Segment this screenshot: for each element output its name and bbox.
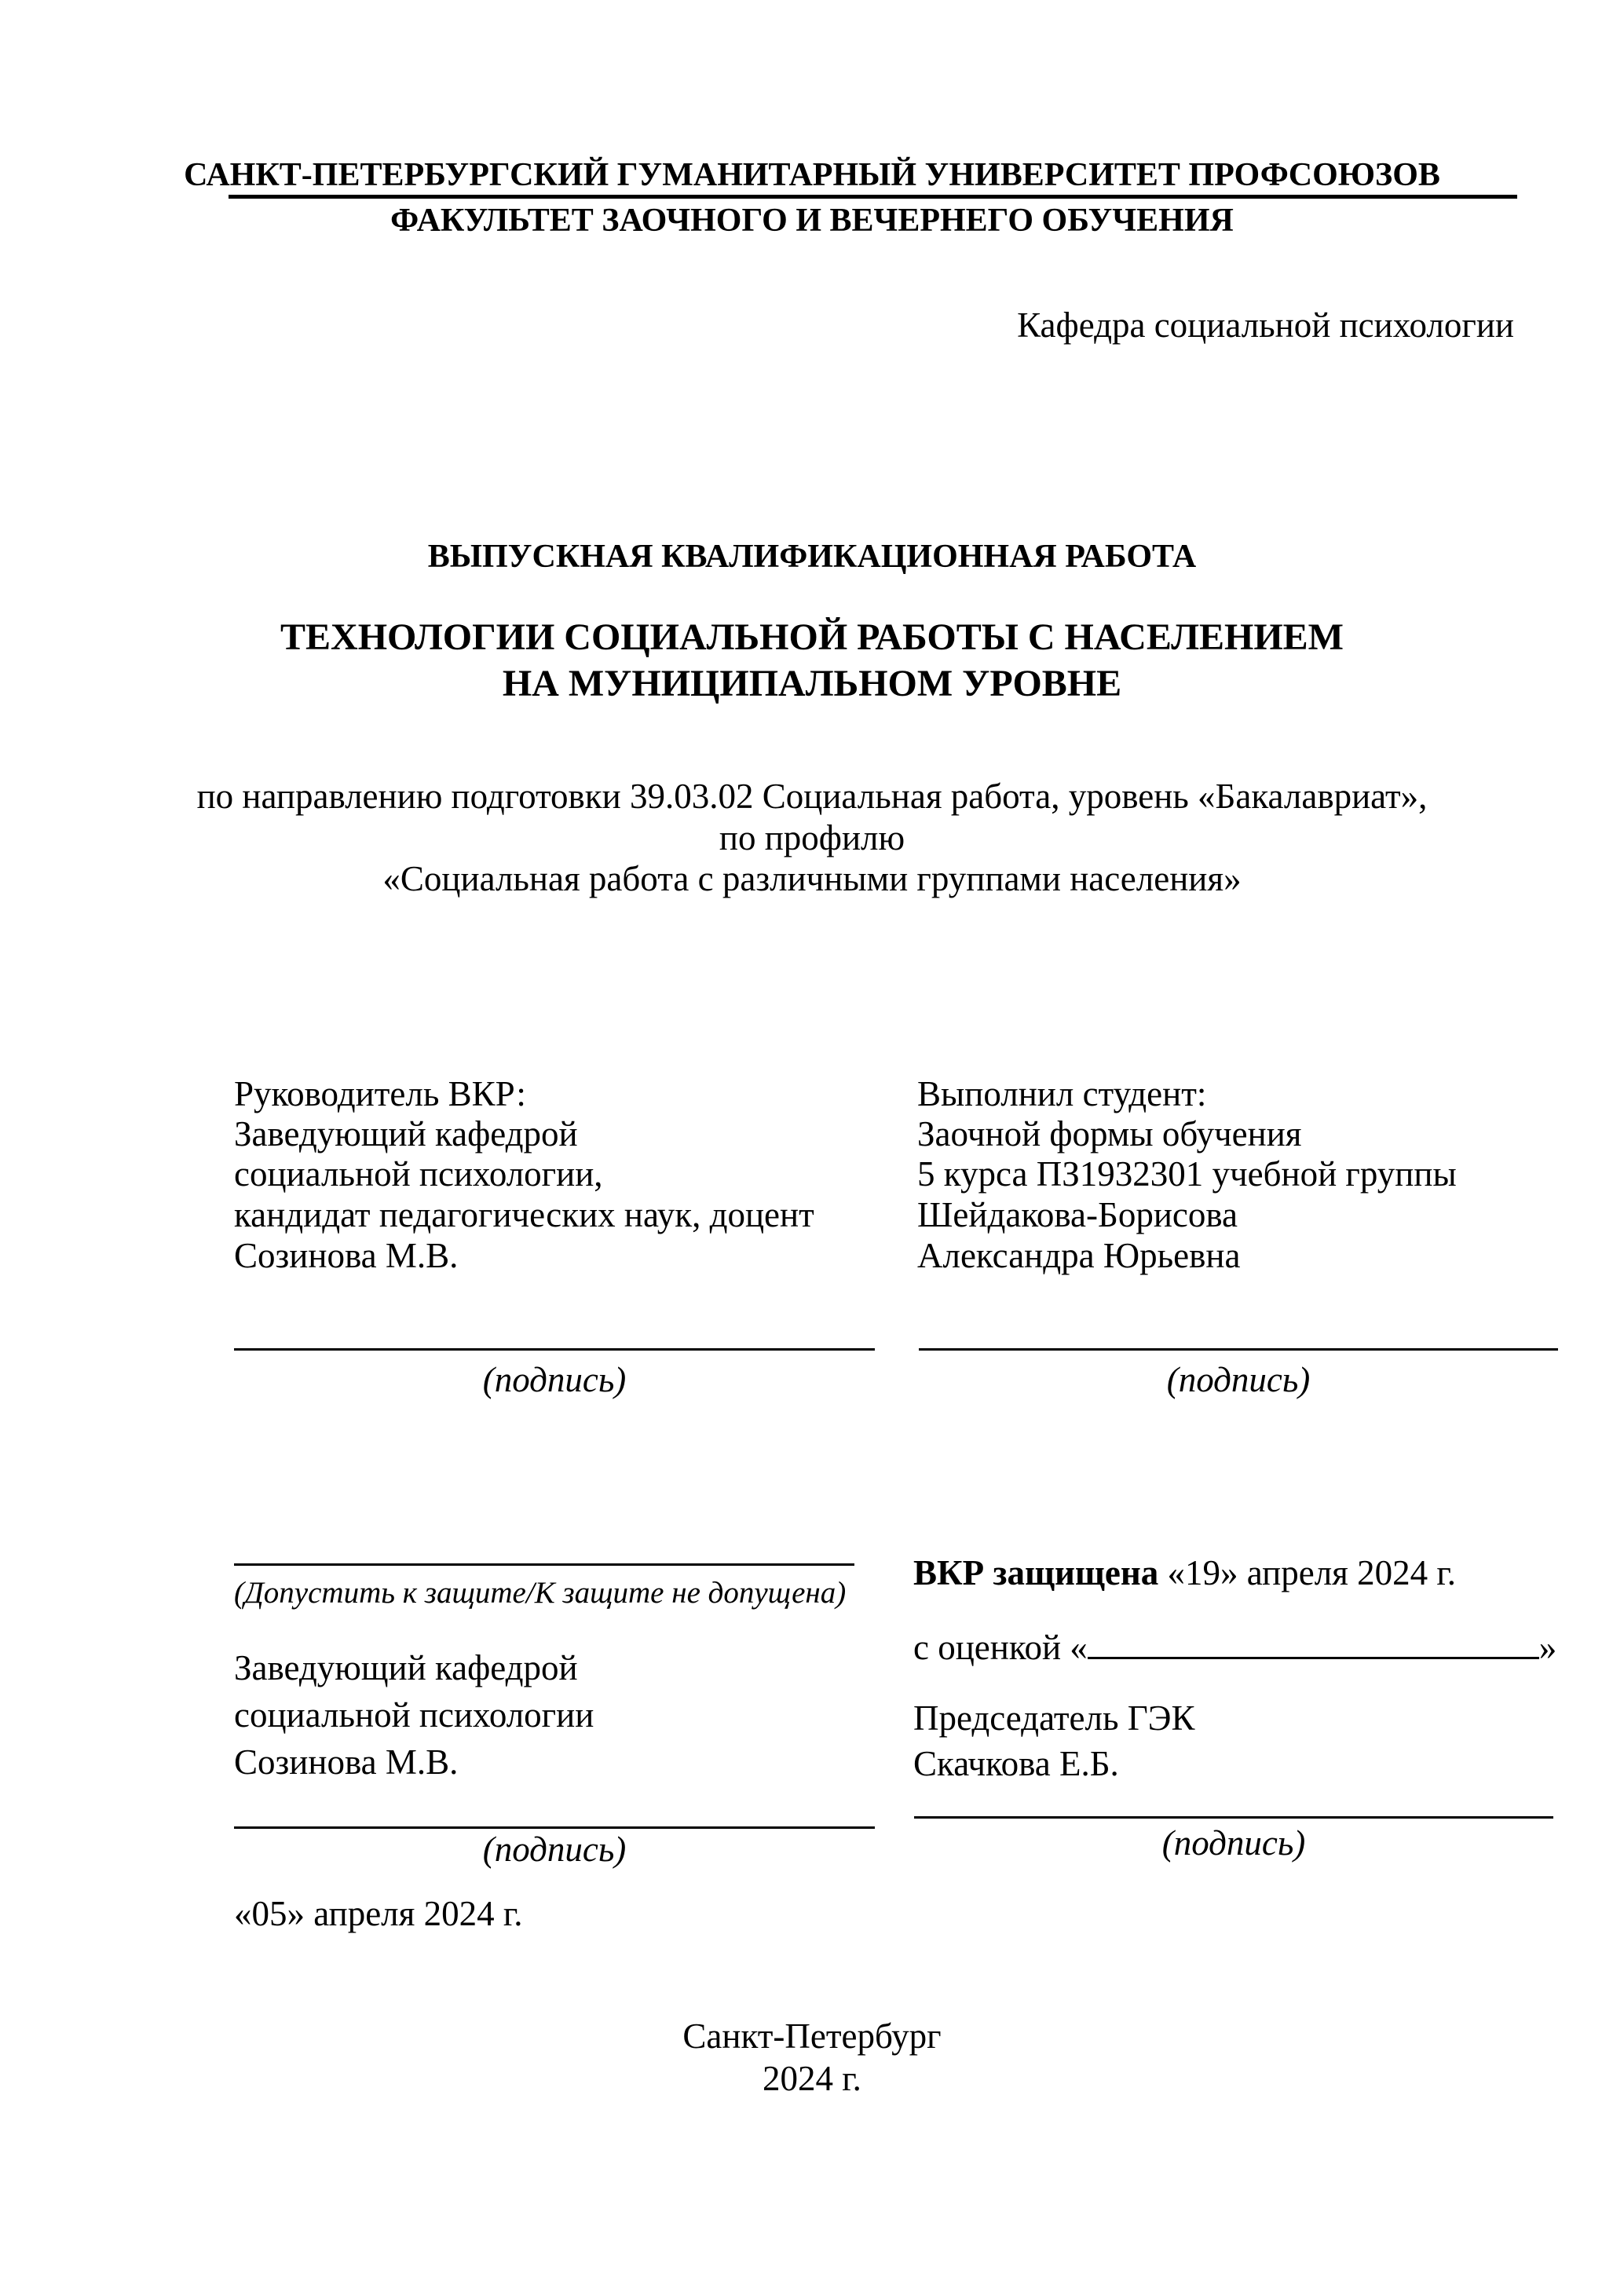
footer-city: Санкт-Петербург [682, 2016, 942, 2056]
admission-caption: (Допустить к защите/К защите не допущена) [234, 1576, 847, 1610]
supervisor-line: социальной психологии, [234, 1154, 603, 1194]
student-signature-caption: (подпись) [1166, 1360, 1311, 1399]
defense-date: «19» апреля 2024 г. [1158, 1553, 1457, 1592]
student-line: Заочной формы обучения [917, 1114, 1302, 1153]
grade-blank [1088, 1625, 1539, 1659]
admission-signature-caption: (подпись) [482, 1830, 627, 1869]
university-name: САНКТ-ПЕТЕРБУРГСКИЙ ГУМАНИТАРНЫЙ УНИВЕРСИТЕТ ПРОФСОЮЗОВ [184, 157, 1440, 193]
supervisor-signature-line [234, 1348, 875, 1351]
direction-line-1: по направлению подготовки 39.03.02 Социальная работа, уровень «Бакалавриат», [196, 777, 1428, 816]
header-rule [229, 195, 1517, 199]
faculty-name: ФАКУЛЬТЕТ ЗАОЧНОГО И ВЕЧЕРНЕГО ОБУЧЕНИЯ [390, 203, 1234, 239]
student-line: Шейдакова-Борисова [917, 1195, 1238, 1234]
defense-grade [913, 1625, 1556, 1668]
admission-decision-line [234, 1563, 854, 1566]
topic-line-1: ТЕХНОЛОГИИ СОЦИАЛЬНОЙ РАБОТЫ С НАСЕЛЕНИЕМ [280, 616, 1344, 658]
supervisor-line: Заведующий кафедрой [234, 1114, 578, 1153]
topic-line-2: НА МУНИЦИПАЛЬНОМ УРОВНЕ [502, 663, 1122, 704]
chair-signature-caption: (подпись) [1161, 1823, 1306, 1863]
student-line: Александра Юрьевна [917, 1236, 1241, 1275]
defense-status [913, 1552, 1456, 1593]
student-signature-line [919, 1348, 1558, 1351]
admission-line: Заведующий кафедрой [234, 1648, 578, 1687]
supervisor-signature-caption: (подпись) [482, 1360, 627, 1399]
defense-label: ВКР защищена [913, 1553, 1159, 1592]
chair-signature-line [914, 1816, 1553, 1819]
admission-line: Созинова М.В. [234, 1742, 459, 1782]
department-name: Кафедра социальной психологии [1017, 305, 1514, 345]
direction-line-3: «Социальная работа с различными группами населения» [382, 859, 1242, 898]
supervisor-line: Созинова М.В. [234, 1236, 459, 1275]
admission-date: «05» апреля 2024 г. [234, 1894, 523, 1933]
student-line: 5 курса ПЗ1932301 учебной группы [917, 1154, 1457, 1194]
student-line: Выполнил студент: [917, 1074, 1207, 1113]
supervisor-line: Руководитель ВКР: [234, 1074, 526, 1113]
supervisor-line: кандидат педагогических наук, доцент [234, 1195, 814, 1234]
defense-line: Председатель ГЭК [913, 1698, 1195, 1738]
footer-year: 2024 г. [763, 2059, 861, 2098]
grade-suffix: » [1538, 1628, 1557, 1667]
admission-line: социальной психологии [234, 1695, 594, 1735]
grade-prefix: с оценкой « [913, 1628, 1088, 1667]
defense-line: Скачкова Е.Б. [913, 1744, 1119, 1783]
work-type: ВЫПУСКНАЯ КВАЛИФИКАЦИОННАЯ РАБОТА [427, 539, 1197, 575]
direction-line-2: по профилю [719, 818, 905, 857]
